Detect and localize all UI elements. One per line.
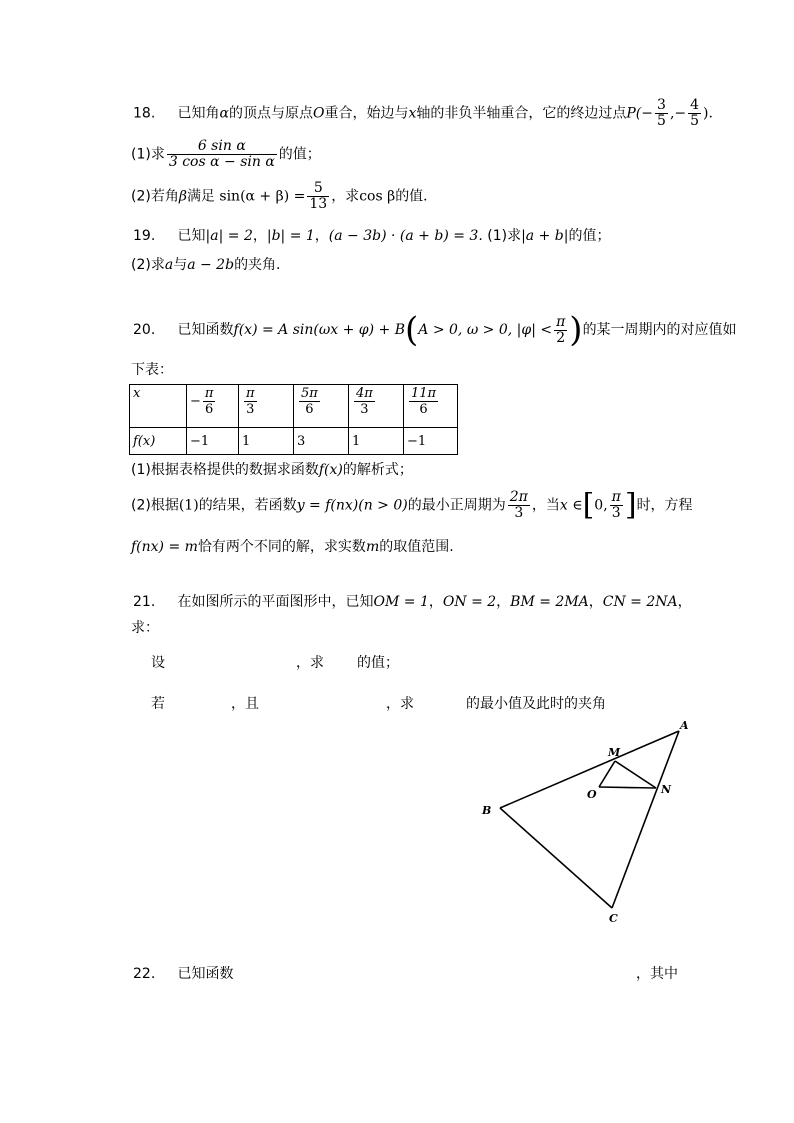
segment-MN	[615, 761, 656, 788]
big-paren-open: (	[405, 310, 419, 350]
big-paren-close: )	[569, 310, 583, 350]
origin-O: O	[313, 105, 325, 122]
q18-stem-c: 重合，始边与	[324, 105, 409, 122]
label-O: O	[587, 788, 597, 801]
table-cell: $\frac{4\pi}{3}$	[349, 385, 404, 428]
q19-part2-label: (2)求	[131, 257, 165, 273]
beta-symbol: β	[178, 188, 187, 205]
q20-part2-m: m	[365, 539, 380, 555]
q22-number: 22.	[133, 966, 156, 982]
label-C: C	[609, 912, 618, 925]
q20-part2-c: 的最小正周期为	[407, 497, 506, 514]
q21-line	[133, 591, 692, 611]
table-cell: −1	[187, 428, 239, 455]
label-A: A	[680, 719, 689, 732]
q20-part2-b: 的结果，若函数	[198, 497, 297, 514]
segment-AC	[612, 731, 679, 908]
q18-part1-label: (1)求	[131, 146, 165, 163]
q18-stem-a: 已知角	[177, 105, 220, 122]
alpha-symbol: α	[219, 105, 229, 122]
segment-ON	[599, 787, 656, 788]
q20-line	[133, 310, 737, 350]
point-mid: ,−	[669, 105, 687, 122]
fraction-5-13: $\frac{5}{13}$	[309, 180, 328, 212]
table-cell: 1	[239, 428, 294, 455]
q18-part1-tail: 的值；	[278, 146, 321, 163]
q21-line2-d: 的最小值及此时的夹角	[466, 696, 606, 712]
fraction-3-5: $\frac{3}{5}$	[657, 97, 666, 129]
q20-part2-a: (2)根据	[131, 497, 179, 514]
q20-part2-cont	[131, 536, 454, 556]
q18-part1-fraction: $\frac{\text{6 sin α}}{\text{3 cos α − sin α}}$	[168, 138, 275, 170]
q20-part1-tail: 的解析式；	[342, 462, 413, 478]
q21-bm: BM = 2MA	[510, 594, 589, 610]
table-cell: $\frac{11\pi}{6}$	[404, 385, 458, 428]
table-cell: − $\frac{\pi}{6}$	[187, 385, 239, 428]
fraction-2pi-3: $\frac{2\pi}{3}$	[509, 489, 528, 521]
q18-part2-tail: ，求	[331, 188, 360, 205]
fraction-pi-2: $\frac{\pi}{2}$	[556, 313, 566, 346]
q18-part2-expr: sin(α + β) =	[219, 188, 306, 205]
q20-number: 20.	[133, 322, 156, 338]
q19-abs-b: |b| = 1	[266, 228, 315, 244]
q21-number: 21.	[133, 594, 156, 610]
point-P: P(−	[626, 105, 654, 122]
q19-text-a: 已知	[177, 228, 206, 244]
q18-part2-label: (2)若角	[131, 188, 179, 205]
q20-text-a: 已知函数	[177, 322, 234, 338]
q21-text-a: 在如图所示的平面图形中，已知	[177, 594, 374, 610]
q21-line2-c: ，求	[386, 696, 414, 712]
q20-part2-func: y = f(nx)(n > 0)	[296, 497, 408, 514]
q21-om: OM = 1	[373, 594, 429, 610]
q22-text-a: 已知函数	[177, 966, 234, 982]
table-row	[130, 428, 458, 455]
q20-part1-f: f(x)	[318, 462, 343, 478]
q19-part2	[131, 254, 281, 274]
q20-text-c: 下表：	[131, 362, 173, 378]
q18-part2	[131, 181, 437, 212]
q19-vec-a: a	[164, 257, 174, 273]
q19-part2-tail: 的夹角.	[234, 257, 281, 273]
q21-sep2: ，	[496, 594, 511, 610]
q22-text-b: ，其中	[636, 966, 678, 982]
q19-expr2: |a + b|	[521, 228, 569, 244]
q19-sep1: ，	[252, 228, 267, 244]
q20-part2-x: x ∈	[559, 497, 583, 514]
q21-sep1: ，	[428, 594, 443, 610]
q19-expr3: a − 2b	[187, 257, 235, 273]
table-cell: 1	[349, 428, 404, 455]
q19-abs-a: |a| = 2	[205, 228, 253, 244]
q21-on: ON = 2	[442, 594, 497, 610]
q18-part2-end: 的值．	[395, 188, 438, 205]
label-M: M	[608, 746, 621, 759]
q21-line2-a: 若	[151, 696, 165, 712]
table-cell: $\frac{5\pi}{6}$	[294, 385, 349, 428]
table-header-fx: f(x)	[130, 428, 187, 455]
q19-number: 19.	[133, 228, 156, 244]
q18-part1	[131, 139, 321, 170]
q18-part2-mid: 满足	[186, 188, 215, 205]
values-table	[129, 384, 458, 455]
q20-part2-d: ，当	[531, 497, 560, 514]
q20-part2-f: 恰有两个不同的解，求实数	[197, 539, 366, 555]
q20-part2-g: 的取值范围.	[379, 539, 454, 555]
table-cell: −1	[404, 428, 458, 455]
fraction-4-5: $\frac{4}{5}$	[690, 97, 700, 129]
q22-line	[133, 963, 234, 983]
q20-interval-a: 0,	[594, 497, 608, 514]
q21-cn: CN = 2NA	[602, 594, 678, 610]
label-N: N	[661, 783, 672, 796]
q21-text-b: 求：	[131, 620, 159, 636]
q20-func: f(x) = A sin(ωx + φ) + B	[233, 322, 405, 338]
q20-text-b: 的某一周期内的对应值如	[582, 322, 737, 338]
q21-sep3: ，	[588, 594, 603, 610]
table-cell: $\frac{\pi}{3}$	[239, 385, 294, 428]
q18-stem-b: 的顶点与原点	[229, 105, 313, 122]
point-end: ).	[703, 105, 713, 122]
table-row	[130, 385, 458, 428]
q18-stem-d: 轴的非负半轴重合，它的终边过点	[416, 105, 627, 122]
triangle-figure	[470, 716, 700, 928]
q18-part2-expr2: cos β	[359, 188, 396, 205]
q21-line1-a: 设	[151, 655, 165, 671]
q20-part1	[131, 459, 413, 479]
q18-line	[133, 98, 713, 129]
q19-sep2: ，	[314, 228, 329, 244]
q21-line2-b: ，且	[231, 696, 259, 712]
q20-cond: A > 0, ω > 0, |φ| <	[418, 322, 553, 338]
q19-part1-tail: 的值；	[568, 228, 611, 244]
q20-part2-eq: f(nx) = m	[131, 539, 198, 555]
q21-line1-c: 的值；	[357, 655, 399, 671]
q21-sep4: ，	[677, 594, 692, 610]
q20-part2-e: 时，方程	[636, 497, 693, 514]
q19-line	[133, 225, 610, 245]
q19-part1: (1)求	[487, 228, 522, 244]
fraction-pi-3: $\frac{\pi}{3}$	[611, 489, 621, 521]
q19-part2-mid: 与	[173, 257, 188, 273]
q19-expr: (a − 3b) · (a + b) = 3.	[328, 228, 483, 244]
q20-part2-ref: (1)	[178, 497, 199, 514]
q21-line1-b: ，求	[296, 655, 324, 671]
table-cell: 3	[294, 428, 349, 455]
label-B: B	[482, 804, 492, 817]
q20-part2: (2)根据(1)的结果，若函数y = f(nx)(n > 0)的最小正周期为 $\frac{2\pi}{3}$ ，当x ∈[0, $\frac{\pi}{3}$ ]时，方程	[131, 487, 693, 523]
segment-BC	[500, 808, 612, 908]
q20-part1-label: (1)根据表格提供的数据求函数	[131, 462, 319, 478]
table-header-x: x	[130, 385, 187, 428]
q18-number: 18.	[133, 105, 156, 122]
x-symbol: x	[408, 105, 417, 122]
